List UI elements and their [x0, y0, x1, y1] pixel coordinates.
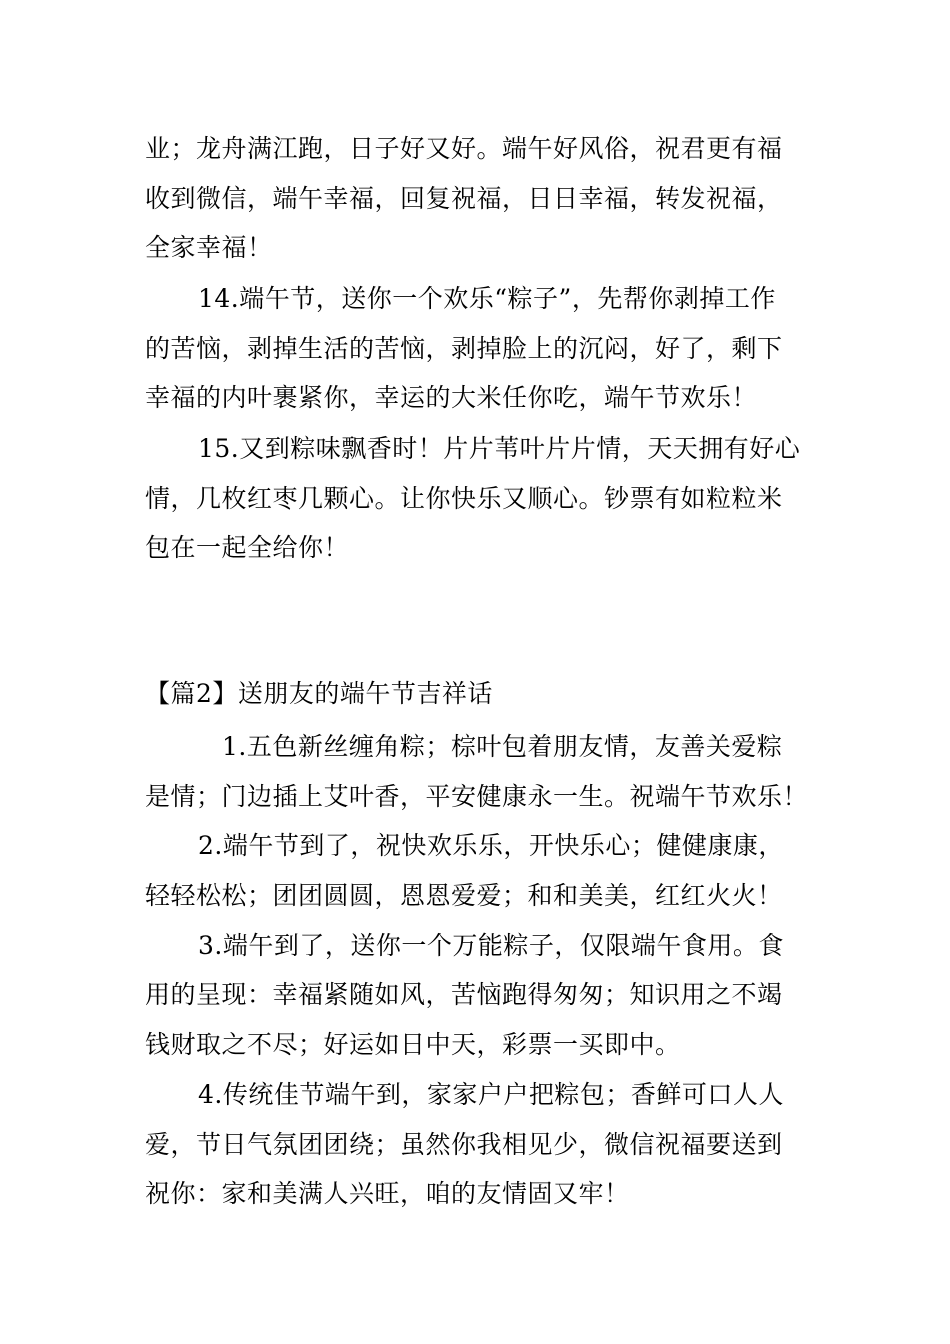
text-line: 1.五色新丝缠角粽；棕叶包着朋友情，友善关爱粽	[222, 732, 783, 761]
text-line: 2.端午节到了，祝快欢乐乐，开快乐心；健健康康，	[198, 831, 784, 860]
text-line: 用的呈现：幸福紧随如风，苦恼跑得匆匆；知识用之不竭	[145, 980, 783, 1009]
text-line: 钱财取之不尽；好运如日中天，彩票一买即中。	[145, 1030, 681, 1059]
text-line: 包在一起全给你！	[145, 533, 350, 562]
text-line: 是情；门边插上艾叶香，平安健康永一生。祝端午节欢乐！	[145, 782, 809, 811]
section-heading: 【篇2】送朋友的端午节吉祥话	[145, 679, 493, 708]
text-line: 3.端午到了，送你一个万能粽子，仅限端午食用。食	[198, 931, 784, 960]
text-line: 轻轻松松；团团圆圆，恩恩爱爱；和和美美，红红火火！	[145, 881, 783, 910]
text-line: 全家幸福！	[145, 233, 273, 262]
text-line: 15.又到粽味飘香时！片片苇叶片片情，天天拥有好心	[198, 434, 801, 463]
text-line: 4.传统佳节端午到，家家户户把粽包；香鲜可口人人	[198, 1080, 784, 1109]
text-line: 情，几枚红枣几颗心。让你快乐又顺心。钞票有如粒粒米	[145, 484, 783, 513]
text-line: 幸福的内叶裹紧你，幸运的大米任你吃，端午节欢乐！	[145, 383, 758, 412]
text-line: 的苦恼，剥掉生活的苦恼，剥掉脸上的沉闷，好了，剩下	[145, 334, 783, 363]
text-line: 14.端午节，送你一个欢乐“粽子”，先帮你剥掉工作	[198, 284, 776, 313]
text-line: 业；龙舟满江跑，日子好又好。端午好风俗，祝君更有福	[145, 134, 783, 163]
text-line: 收到微信，端午幸福，回复祝福，日日幸福，转发祝福，	[145, 184, 783, 213]
text-line: 爱，节日气氛团团绕；虽然你我相见少，微信祝福要送到	[145, 1130, 783, 1159]
text-line: 祝你：家和美满人兴旺，咱的友情固又牢！	[145, 1179, 630, 1208]
